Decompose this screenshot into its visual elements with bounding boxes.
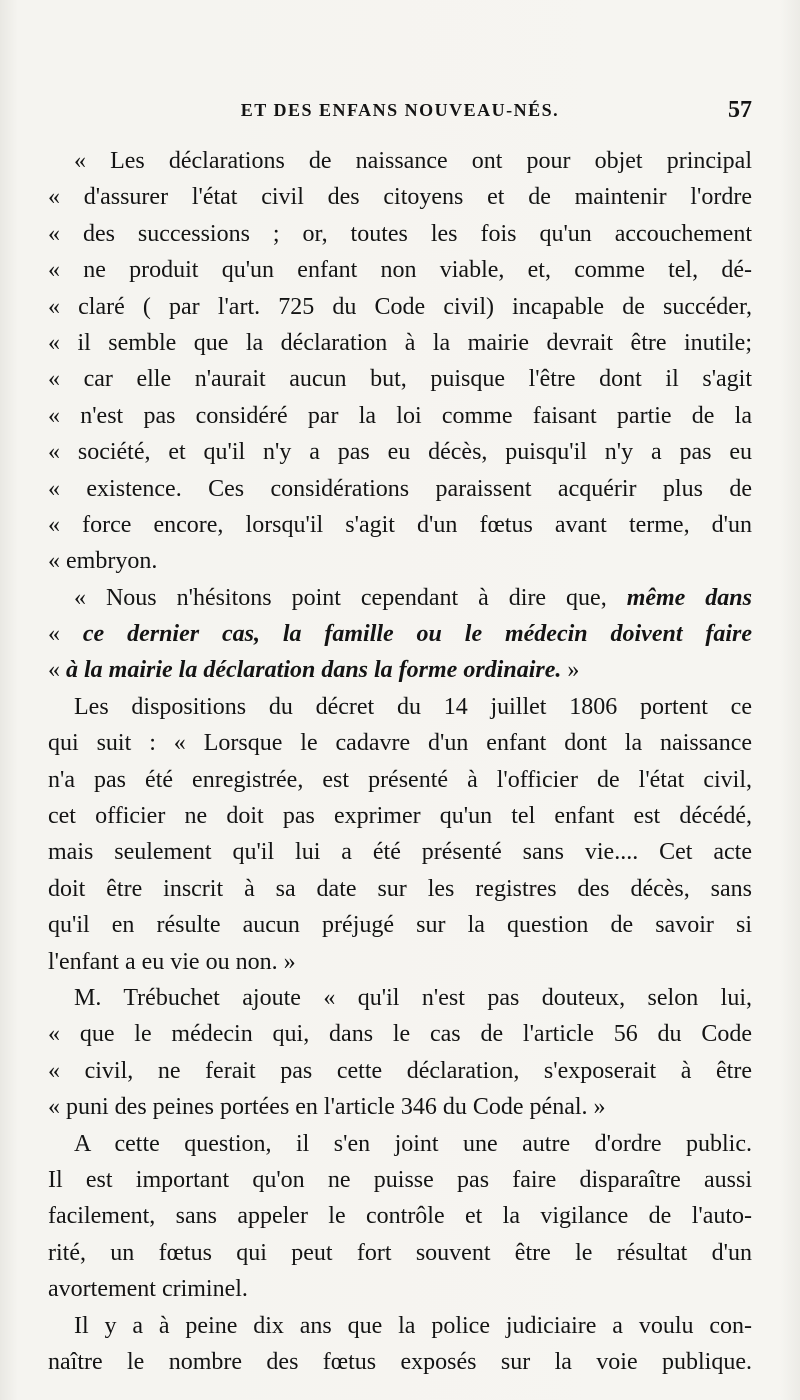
text-line [48, 1162, 752, 1198]
text-line [48, 1089, 752, 1125]
line-text: « il semble que la déclaration à la mairie devrait être inutile; [48, 329, 752, 356]
text-line [48, 798, 752, 834]
line-text: qu'il en résulte aucun préjugé sur la question de savoir si [48, 912, 752, 939]
page-number: 57 [728, 97, 752, 123]
text-line [48, 252, 752, 288]
line-text: avortement criminel. [48, 1276, 248, 1303]
line-text: « Nous n'hésitons point cependant à dire que, [74, 584, 627, 611]
text-line [48, 834, 752, 870]
line-text: mais seulement qu'il lui a été présenté sans vie.... Cet acte [48, 839, 752, 866]
text-line [48, 289, 752, 325]
text-line [48, 507, 752, 543]
line-text: naître le nombre des fœtus exposés sur la voie publique. [48, 1348, 752, 1375]
line-text: Il y a à peine dix ans que la police judiciaire a voulu con- [74, 1312, 752, 1339]
text-line [48, 1235, 752, 1271]
text-line [48, 871, 752, 907]
text-line [48, 907, 752, 943]
line-text: « car elle n'aurait aucun but, puisque l'être dont il s'agit [48, 366, 752, 393]
line-text: « claré ( par l'art. 725 du Code civil) incapable de succéder, [48, 293, 752, 320]
text-line [48, 580, 752, 616]
line-text: « existence. Ces considérations paraissent acquérir plus de [48, 475, 752, 502]
line-tail-text: » [561, 657, 580, 684]
text-line [48, 1198, 752, 1234]
line-italic-text: même dans [626, 584, 752, 611]
page-header [48, 97, 752, 130]
body-text [48, 143, 752, 1380]
line-text: qui suit : « Lorsque le cadavre d'un enfant dont la naissance [48, 730, 752, 757]
text-line [48, 980, 752, 1016]
text-line [48, 689, 752, 725]
text-line [48, 1053, 752, 1089]
text-line [48, 944, 752, 980]
text-line [48, 1271, 752, 1307]
line-text: facilement, sans appeler le contrôle et la vigilance de l'auto- [48, 1203, 752, 1230]
line-text: « puni des peines portées en l'article 346 du Code pénal. » [48, 1094, 606, 1121]
running-head: ET DES ENFANS NOUVEAU-NÉS. [240, 100, 560, 120]
line-text: « Les déclarations de naissance ont pour objet principal [74, 148, 752, 174]
text-line [48, 471, 752, 507]
line-text: « ne produit qu'un enfant non viable, et, comme tel, dé- [48, 257, 752, 284]
text-line [48, 361, 752, 397]
line-text: « embryon. [48, 548, 158, 575]
text-line [48, 434, 752, 470]
text-line [48, 1126, 752, 1162]
text-line [48, 179, 752, 215]
line-italic-text: à la mairie la déclaration dans la forme ordinaire. [66, 657, 562, 684]
text-line [48, 725, 752, 761]
text-line [48, 1344, 752, 1380]
line-text: doit être inscrit à sa date sur les registres des décès, sans [48, 875, 752, 902]
line-text: « [48, 621, 83, 648]
line-text: Les dispositions du décret du 14 juillet 1806 portent ce [74, 693, 752, 720]
text-line [48, 1016, 752, 1052]
line-text: « n'est pas considéré par la loi comme faisant partie de la [48, 402, 752, 429]
line-text: « société, et qu'il n'y a pas eu décès, puisqu'il n'y a pas eu [48, 439, 752, 466]
text-line [48, 398, 752, 434]
line-text: M. Trébuchet ajoute « qu'il n'est pas douteux, selon lui, [74, 984, 752, 1011]
line-text: « civil, ne ferait pas cette déclaration, s'exposerait à être [48, 1057, 752, 1084]
text-line [48, 543, 752, 579]
line-text: « d'assurer l'état civil des citoyens et de maintenir l'ordre [48, 184, 752, 211]
text-line [48, 652, 752, 688]
text-line [48, 1308, 752, 1344]
line-italic-text: ce dernier cas, la famille ou le médecin doivent faire [82, 621, 753, 648]
text-line [48, 762, 752, 798]
line-text: « des successions ; or, toutes les fois qu'un accouchement [48, 220, 752, 247]
text-line [48, 616, 752, 652]
line-text: Il est important qu'on ne puisse pas faire disparaître aussi [48, 1166, 752, 1193]
line-text: cet officier ne doit pas exprimer qu'un tel enfant est décédé, [48, 803, 752, 830]
text-line [48, 143, 752, 179]
line-text: l'enfant a eu vie ou non. » [48, 948, 296, 975]
line-text: « force encore, lorsqu'il s'agit d'un fœtus avant terme, d'un [48, 511, 752, 538]
text-line [48, 325, 752, 361]
line-text: « [48, 657, 66, 684]
line-text: A cette question, il s'en joint une autre d'ordre public. [74, 1130, 752, 1157]
line-text: n'a pas été enregistrée, est présenté à l'officier de l'état civil, [48, 766, 752, 793]
line-text: « que le médecin qui, dans le cas de l'article 56 du Code [48, 1021, 752, 1048]
text-line [48, 216, 752, 252]
line-text: rité, un fœtus qui peut fort souvent être le résultat d'un [48, 1239, 752, 1266]
